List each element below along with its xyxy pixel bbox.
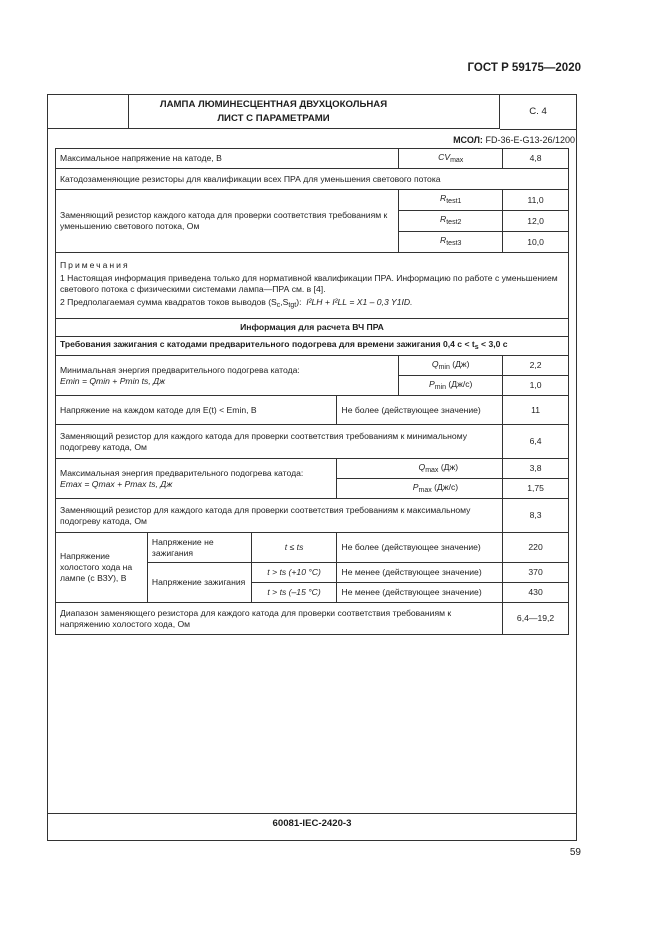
non-ignition-label: Напряжение не зажигания: [147, 533, 251, 563]
qmin-unit: (Дж): [449, 358, 470, 369]
page-number: 59: [569, 847, 581, 858]
ignition-title-end: < 3,0 с: [478, 339, 508, 349]
max-voltage-value: 4,8: [503, 149, 569, 169]
note-1: 1 Настоящая информация приведена только для нормативной квалификации ПРА. Информацию по работе с уменьшением светового потока с физическими системами лампа—ПРА см. в [4].: [60, 273, 558, 294]
note-2: 2 Предполагаемая сумма квадратов токов выводов $(S_c,S_{tgt})$: I²LH + I²LL = X1 – 0,3 Y1ID.: [60, 297, 413, 309]
emin-label-line1: Минимальная энергия предварительного подогрева катода:: [60, 364, 300, 375]
cond-minus15: t > ts (–15 °C): [251, 583, 337, 603]
qmin-symbol: [399, 356, 503, 376]
qmin-label: Q: [431, 358, 439, 369]
cond-le-ts: t ≤ ts: [251, 533, 337, 563]
non-ignition-value: 220: [503, 533, 569, 563]
table-row: [56, 149, 569, 169]
emax-label-line1: Максимальная энергия предварительного подогрева катода:: [60, 467, 304, 478]
cathode-resistors-title: Катодозаменяющие резисторы для квалификации всех ПРА для уменьшения светового потока: [56, 169, 569, 190]
sheet-page: С. 4: [500, 95, 576, 130]
max-voltage-label: Максимальное напряжение на катоде, В: [56, 149, 399, 169]
emax-label: [56, 459, 337, 499]
pmax-label: P: [412, 481, 419, 492]
qmax-sub: max: [425, 466, 439, 474]
notes-heading: Примечания: [60, 260, 130, 270]
rtest2-sub: test2: [446, 219, 462, 226]
rtest1-symbol: [399, 190, 503, 211]
emin-label-line2: Emin = Qmin + Pmin ts, Дж: [60, 375, 166, 386]
voltage-cathode-value: 11: [503, 396, 569, 425]
sheet-title-line1: ЛАМПА ЛЮМИНЕСЦЕНТНАЯ ДВУХЦОКОЛЬНАЯ: [159, 99, 388, 110]
table-row: [56, 459, 569, 479]
max-voltage-sub: max: [450, 156, 464, 164]
rtest3-symbol: [399, 232, 503, 253]
table-row: [56, 356, 569, 376]
ignition-plus10-value: 370: [503, 563, 569, 583]
emax-label-line2: Emax = Qmax + Pmax ts, Дж: [60, 478, 173, 489]
table-row: [56, 499, 569, 533]
pmin-unit: (Дж/с): [446, 378, 473, 389]
qmax-symbol: [337, 459, 503, 479]
max-voltage-symbol: [399, 149, 503, 169]
notes-row: [56, 253, 569, 319]
mcol-value: FD-36-E-G13-26/1200: [485, 135, 575, 145]
voltage-cathode-condition: Не более (действующее значение): [337, 396, 503, 425]
min-preheat-resistor-value: 6,4: [503, 425, 569, 459]
ignition-label: Напряжение зажигания: [147, 563, 251, 603]
table-row: [56, 169, 569, 190]
table-row: [56, 533, 569, 563]
mcol-code: [453, 135, 575, 145]
table-row: [56, 425, 569, 459]
mcol-label: МСОЛ:: [453, 135, 483, 145]
sheet-title: [48, 95, 500, 129]
pmax-sub: max: [418, 486, 432, 494]
parameters-table: [55, 148, 569, 635]
table-row: [56, 190, 569, 211]
rtest3-value: 10,0: [503, 232, 569, 253]
pmin-value: 1,0: [503, 376, 569, 396]
max-preheat-resistor-value: 8,3: [503, 499, 569, 533]
voltage-cathode-label: Напряжение на каждом катоде для E(t) < Emin, В: [56, 396, 337, 425]
note-2-formula: I²LH + I²LL = X1 – 0,3 Y1ID.: [306, 297, 413, 307]
ignition-plus10-condition: Не менее (действующее значение): [337, 563, 503, 583]
rtest2-symbol: [399, 211, 503, 232]
qmin-sub: min: [438, 363, 450, 371]
hf-section-title: Информация для расчета ВЧ ПРА: [56, 319, 569, 337]
rtest3-sub: test3: [446, 240, 462, 247]
min-preheat-resistor-label: Заменяющий резистор для каждого катода для проверки соответствия требованиям к минимальному подогреву катода, Ом: [56, 425, 503, 459]
range-value: 6,4—19,2: [503, 603, 569, 635]
footer-divider: [48, 813, 576, 814]
pmin-sub: min: [434, 383, 447, 391]
range-label: Диапазон заменяющего резистора для каждого катода для проверки соответствия требованиям к напряжению холостого хода, Ом: [56, 603, 503, 635]
pmin-label: P: [429, 378, 435, 389]
table-row: [56, 396, 569, 425]
ignition-title: [56, 337, 569, 356]
pmin-symbol: [399, 376, 503, 396]
rtest1-value: 11,0: [503, 190, 569, 211]
rtest1-sub: test1: [446, 198, 462, 205]
qmin-value: 2,2: [503, 356, 569, 376]
rtest3-sym: R: [440, 235, 447, 245]
pmax-unit: (Дж/с): [431, 481, 459, 492]
replace-resistor-label: Заменяющий резистор каждого катода для проверки соответствия требованиям к уменьшению светового потока, Ом: [56, 190, 399, 253]
rtest1-sym: R: [440, 193, 447, 203]
ignition-minus15-value: 430: [503, 583, 569, 603]
ignition-minus15-condition: Не менее (действующее значение): [337, 583, 503, 603]
ignition-title-text: Требования зажигания с катодами предварительного подогрева для времени зажигания 0,4 с < t: [60, 339, 475, 349]
note-2-text: 2 Предполагаемая сумма квадратов токов выводов (S: [60, 297, 277, 307]
rtest2-value: 12,0: [503, 211, 569, 232]
notes-cell: [56, 253, 569, 319]
cond-plus10: t > ts (+10 °C): [251, 563, 337, 583]
ocv-label: Напряжение холостого хода на лампе (с ВЗУ), В: [56, 533, 148, 603]
emin-label: [56, 356, 399, 396]
sheet-title-line2: ЛИСТ С ПАРАМЕТРАМИ: [217, 113, 330, 124]
max-voltage-sym: CV: [438, 151, 451, 162]
pmax-symbol: [337, 479, 503, 499]
table-row: [56, 319, 569, 337]
pmax-value: 1,75: [503, 479, 569, 499]
max-preheat-resistor-label: Заменяющий резистор для каждого катода для проверки соответствия требованиям к максимальному подогреву катода, Ом: [56, 499, 503, 533]
rtest2-sym: R: [440, 214, 447, 224]
standard-id: ГОСТ Р 59175—2020: [467, 62, 581, 74]
qmax-value: 3,8: [503, 459, 569, 479]
footer-code: 60081-IEC-2420-3: [272, 818, 352, 829]
qmax-label: Q: [418, 461, 426, 472]
non-ignition-condition: Не более (действующее значение): [337, 533, 503, 563]
qmax-unit: (Дж): [438, 461, 459, 472]
table-row: [56, 337, 569, 356]
ignition-title-sub: s: [474, 344, 479, 351]
table-row: [56, 603, 569, 635]
